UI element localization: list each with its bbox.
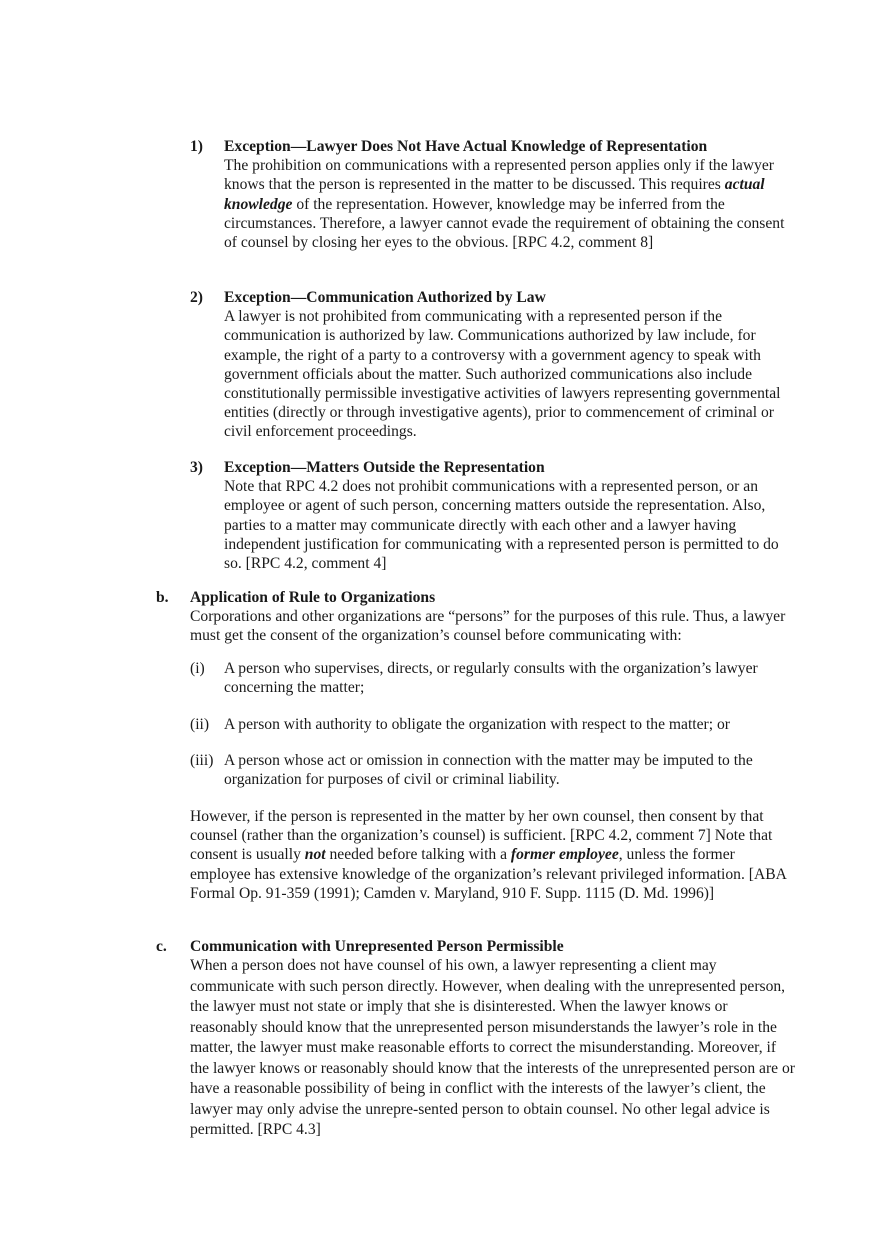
section-c-body: When a person does not have counsel of his own, a lawyer representing a client may communicate with such person directly. However, when dealing with the unrepresented person, the lawyer must not state or imply that she is disinterested. When the lawyer knows or reasonably should know that the unrepresented person misunderstands the lawyer’s role in the matter, the lawyer must make reasonable efforts to correct the misunderstanding. Moreover, if the lawyer knows or reasonably should know that the interests of the unrepresented person are or have a reasonable possibility of being in conflict with the interests of the lawyer’s client, the lawyer may only advise the unrepre-sented person to obtain counsel. No other legal advice is permitted. [RPC 4.3]	[190, 957, 795, 1139]
section-b	[190, 588, 796, 646]
section-3	[224, 458, 796, 573]
section-1-marker: 1)	[190, 138, 203, 155]
section-2	[224, 288, 796, 442]
former-employee-emphasis: former employee	[510, 846, 619, 864]
section-1-text-b: of the representation. However, knowledge may be inferred from the circumstances. Therefore, a lawyer cannot evade the requirement of obtaining the consent of counsel by closing her eyes to the obvious. [RPC 4.2, comment 8]	[224, 195, 785, 252]
section-b-text-c: , unless the former employee has extensive knowledge of the organization’s relevant privileged information. [ABA Formal Op. 91-359 (1991); Camden v. Maryland, 910 F. Supp. 1115 (D. Md. 1996)]	[190, 846, 787, 902]
section-b-intro: Corporations and other organizations are “persons” for the purposes of this rule. Thus, a lawyer must get the consent of the organization’s counsel before communicating with:	[190, 608, 786, 645]
section-3-heading: Exception—Matters Outside the Representation	[224, 459, 545, 476]
section-b-text-b: needed before talking with a	[325, 846, 511, 864]
section-c-marker: c.	[156, 938, 167, 955]
section-1-heading: Exception—Lawyer Does Not Have Actual Knowledge of Representation	[224, 138, 708, 155]
list-item: A person who supervises, directs, or regularly consults with the organization’s lawyer concerning the matter;	[224, 660, 758, 697]
section-1-body	[224, 156, 796, 252]
section-1	[224, 137, 796, 252]
section-2-heading: Exception—Communication Authorized by Law	[224, 289, 546, 306]
section-c	[190, 937, 796, 1141]
section-3-marker: 3)	[190, 459, 203, 476]
section-3-body: Note that RPC 4.2 does not prohibit communications with a represented person, or an employee or agent of such person, concerning matters outside the representation. Also, parties to a matter may communicate directly with each other and a lawyer having independent justification for communicating with a represented person is permitted to do so. [RPC 4.2, comment 4]	[224, 478, 779, 573]
not-emphasis: not	[304, 846, 326, 864]
section-b-heading: Application of Rule to Organizations	[190, 589, 436, 606]
section-2-body: A lawyer is not prohibited from communicating with a represented person if the communication is authorized by law. Communications authorized by law include, for example, the right of a party to a controversy with a government agency to speak with government officials about the matter. Such authorized communications also include constitutionally permissible investigative activities of lawyers representing governmental entities (directly or through investigative agents), prior to commencement of criminal or civil enforcement proceedings.	[224, 308, 781, 441]
section-1-text-a: The prohibition on communications with a represented person applies only if the lawyer knows that the person is represented in the matter to be discussed. This requires	[224, 157, 774, 194]
list-item-marker: (ii)	[190, 716, 210, 733]
list-item: A person with authority to obligate the organization with respect to the matter; or	[224, 716, 730, 733]
section-2-marker: 2)	[190, 289, 203, 306]
section-b-body-2	[190, 807, 796, 903]
list-item-marker: (iii)	[190, 752, 214, 769]
actual-knowledge-emphasis: actual knowledge	[224, 176, 765, 213]
section-b-text-a: However, if the person is represented in the matter by her own counsel, then consent by that counsel (rather than the organization’s counsel) is sufficient. [RPC 4.2, comment 7] Note that consent is usually	[190, 808, 773, 864]
section-b-paragraph-2	[190, 807, 796, 903]
list-item-marker: (i)	[190, 660, 205, 677]
list-item: A person whose act or omission in connection with the matter may be imputed to the organization for purposes of civil or criminal liability.	[224, 752, 753, 789]
section-c-heading: Communication with Unrepresented Person Permissible	[190, 938, 564, 955]
section-b-marker: b.	[156, 589, 169, 606]
